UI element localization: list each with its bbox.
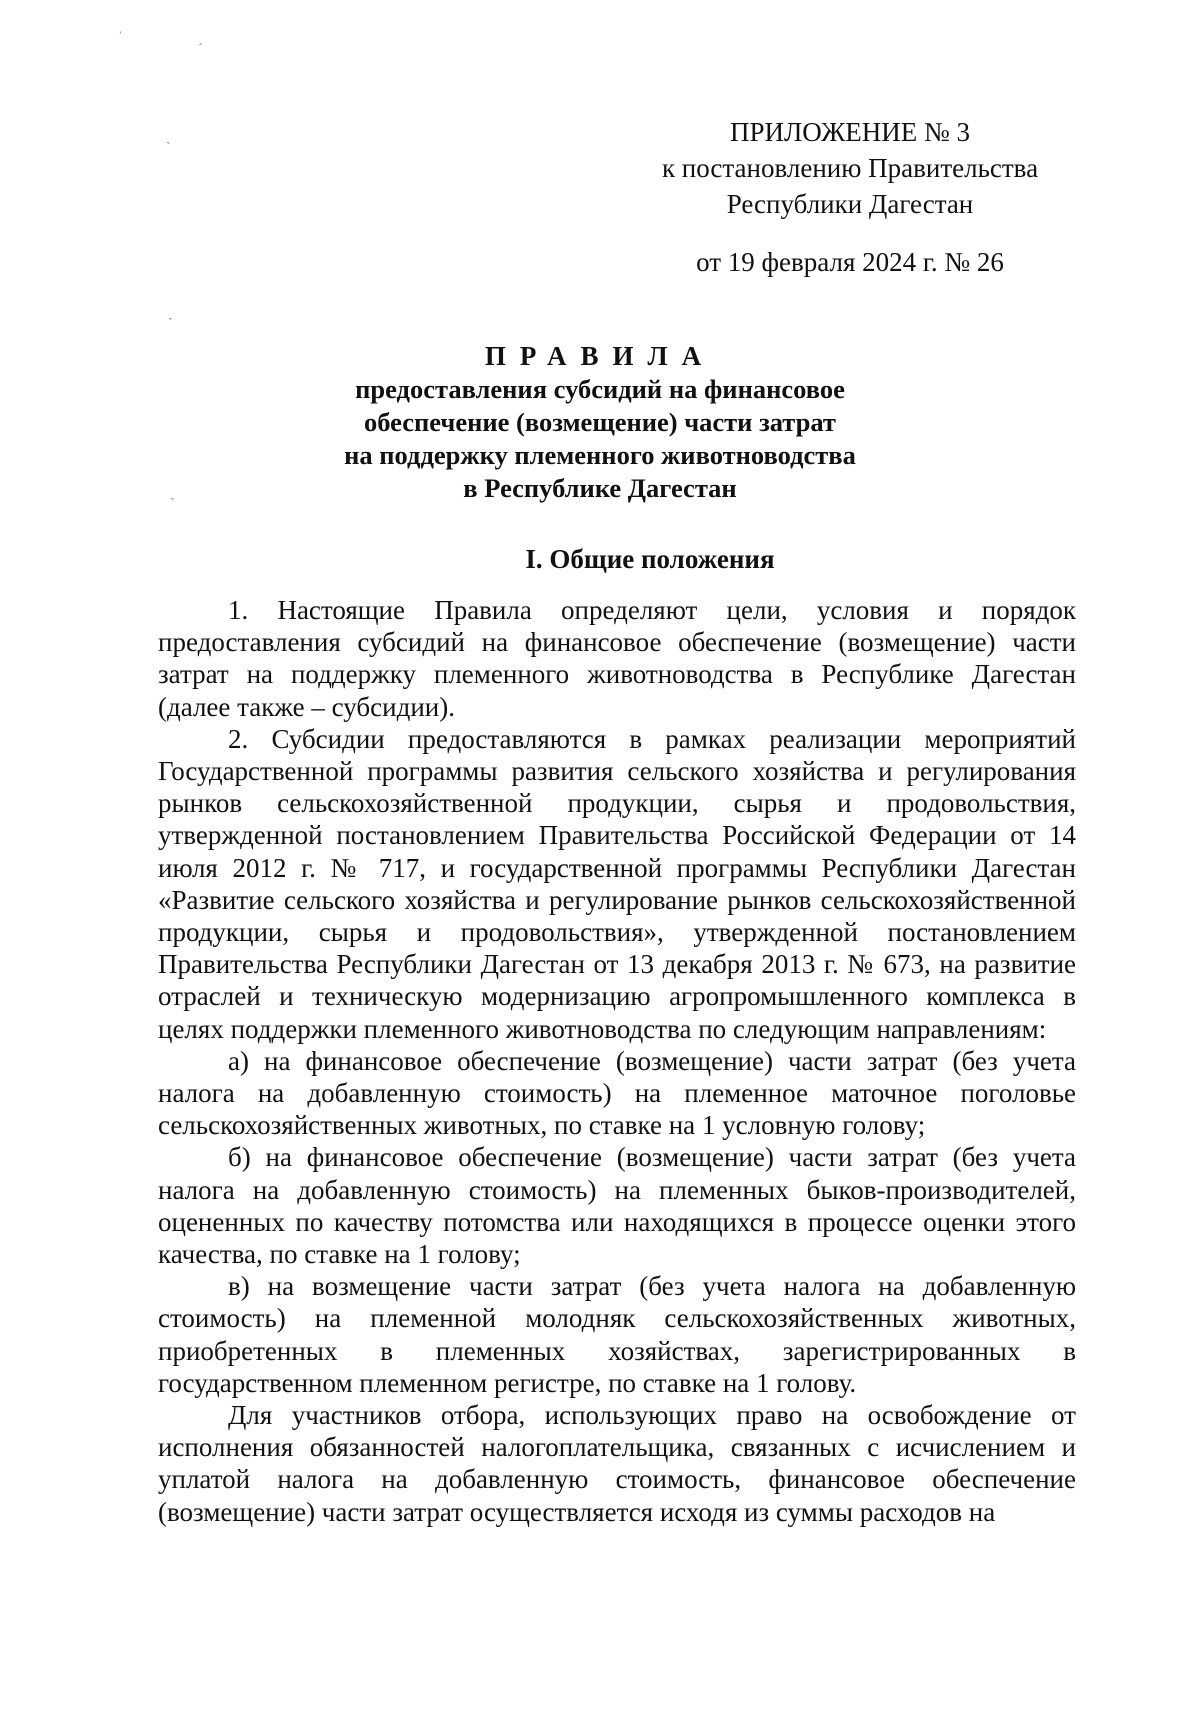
scan-speck: ˊ [198, 42, 203, 57]
paragraph: а) на финансовое обеспечение (возмещение) части затрат (без учета налога на добавленную стоимость) на племенное маточное поголовье сельскохозяйственных животных, по ставке на 1 условную голову; [158, 1045, 1076, 1141]
body-text [158, 594, 1076, 1528]
scan-speck: ˏ [168, 306, 173, 321]
appendix-resolution-ref: к постановлению Правительства [661, 153, 1039, 183]
title-rules: ПРАВИЛА [484, 341, 716, 371]
title-line: предоставления субсидий на финансовое [355, 374, 845, 404]
title-line: на поддержку племенного животноводства [344, 440, 856, 470]
paragraph: Для участников отбора, использующих право на освобождение от исполнения обязанностей налогоплательщика, связанных с исчислением и уплатой налога на добавленную стоимость, финансовое обеспечение (возмещение) части затрат осуществляется исходя из суммы расходов на [158, 1400, 1076, 1527]
paragraph: 1. Настоящие Правила определяют цели, условия и порядок предоставления субсидий на финансовое обеспечение (возмещение) части затрат на поддержку племенного животноводства в Республике Дагестан (далее также – субсидии). [158, 595, 1076, 722]
appendix-header [620, 114, 1080, 280]
paragraph: 2. Субсидии предоставляются в рамках реализации мероприятий Государственной программы развития сельского хозяйства и регулирования рынков сельскохозяйственной продукции, сырья и продовольствия, утвержденной постановлением Правительства Российской Федерации от 14 июля 2012 г. № 717, и государственной программы Республики Дагестан «Развитие сельского хозяйства и регулирование рынков сельскохозяйственной продукции, сырья и продовольствия», утвержденной постановлением Правительства Республики Дагестан от 13 декабря 2013 г. № 673, на развитие отраслей и техническую модернизацию агропромышленного комплекса в целях поддержки племенного животноводства по следующим направлениям: [158, 723, 1076, 1044]
section-heading: I. Общие положения [525, 544, 775, 574]
appendix-government: Республики Дагестан [726, 189, 974, 219]
scan-speck: ˏ [170, 486, 175, 501]
scan-speck: ˈ [118, 30, 123, 45]
appendix-date: от 19 февраля 2024 г. № 26 [696, 247, 1004, 277]
title-line: в Республике Дагестан [463, 473, 737, 503]
paragraph: б) на финансовое обеспечение (возмещение) части затрат (без учета налога на добавленную стоимость) на племенных быков-производителей, оцененных по качеству потомства или находящихся в процессе оценки этого качества, по ставке на 1 голову; [158, 1142, 1076, 1270]
document-title [200, 340, 1000, 505]
title-line: обеспечение (возмещение) части затрат [364, 407, 836, 437]
paragraph: в) на возмещение части затрат (без учета налога на добавленную стоимость) на племенной молодняк сельскохозяйственных животных, приобретенных в племенных хозяйствах, зарегистрированных в государственном племенном регистре, по ставке на 1 голову. [158, 1271, 1076, 1398]
appendix-number: ПРИЛОЖЕНИЕ № 3 [729, 117, 971, 147]
scan-speck: ˏ [166, 130, 171, 145]
